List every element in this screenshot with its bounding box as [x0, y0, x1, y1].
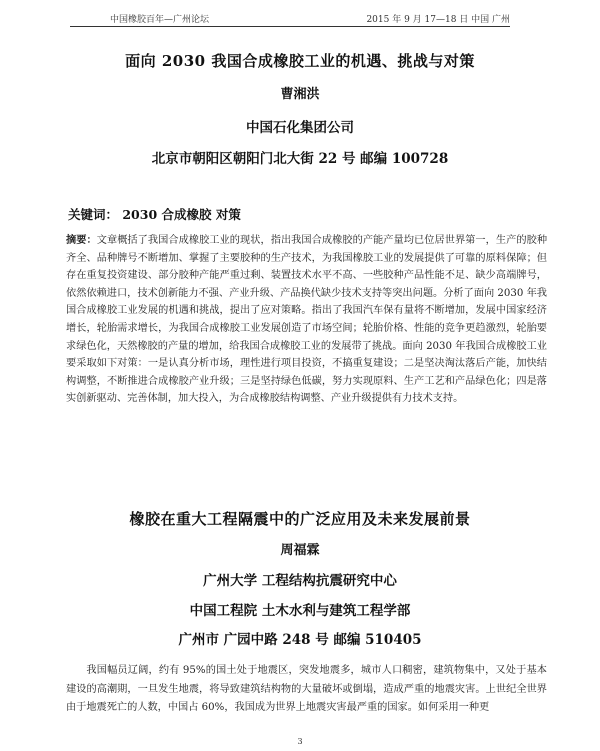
paper1-author: 曹湘洪 — [280, 87, 320, 102]
abstract-label: 摘要： — [66, 234, 97, 246]
abstract-text: 文章概括了我国合成橡胶工业的现状，指出我国合成橡胶的产能产量均已位居世界第一，生产的胶种齐全、品种牌号不断增加、掌握了主要胶种的生产技术，为我国橡胶工业的发展提供了可靠的原料保障；但存在重复投资建设、部分胶种产能严重过剩、装置技术水平不高、一些胶种产品性能不足、缺少高端牌号，依然依赖进口，技术创新能力不强、产业升级、产品换代缺少技术支持等突出问题。分析了面向 2030 年我国合成橡胶工业发展的机遇和挑战，提出了应对策略。指出了我国汽车保有量将不断增加，发展中国家经济增长，轮胎需求增长，为我国合成橡胶工业发展创造了市场空间；轮胎价格、性能的竞争更趋激烈，轮胎要求绿色化，天然橡胶的产量的增加，给我国合成橡胶工业的发展带了挑战。面向 2030 年我国合成橡胶工业要采取如下对策：一是认真分析市场，理性进行项目投资，不搞重复建设；二是坚决淘汰落后产能，加快结构调整，不断推进合成橡胶产业升级；三是坚持绿色低碳，努力实现原料、生产工艺和产品绿色化；四是落实创新驱动、完善体制，加大投入，为合成橡胶结构调整、产业升级提供有力技术支持。 — [66, 235, 548, 405]
paper1-keywords: 关键词： 2030 合成橡胶 对策 — [68, 207, 241, 222]
paper1-title: 面向 2030 我国合成橡胶工业的机遇、挑战与对策 — [125, 52, 475, 70]
paper2-address: 广州市 广园中路 248 号 邮编 510405 — [178, 632, 422, 648]
paper1-address: 北京市朝阳区朝阳门北大街 22 号 邮编 100728 — [151, 151, 449, 167]
page-number: 3 — [297, 737, 303, 746]
paper2-title: 橡胶在重大工程隔震中的广泛应用及未来发展前景 — [129, 510, 471, 528]
paper1-abstract — [66, 232, 547, 408]
paper1-affiliation: 中国石化集团公司 — [246, 120, 354, 136]
paper2-author: 周福霖 — [280, 543, 320, 558]
paper2-body-paragraph: 我国幅员辽阔，约有 95%的国土处于地震区，突发地震多，城市人口稠密，建筑物集中，又处于基本建设的高潮期，一旦发生地震，将导致建筑结构物的大量破坏或倒塌，造成严重的地震灾害。上世纪全世界由于地震死亡的人数，中国占 60%，我国成为世界上地震灾害最严重的国家。如何采用一种更 — [66, 665, 547, 713]
header-left: 中国橡胶百年—广州论坛 — [110, 15, 210, 25]
paper2-affiliation-2: 中国工程院 土木水利与建筑工程学部 — [189, 603, 411, 619]
paper2-affiliation-1: 广州大学 工程结构抗震研究中心 — [203, 573, 397, 589]
header-right: 2015 年 9 月 17—18 日 中国 广州 — [366, 15, 510, 25]
running-header — [70, 8, 510, 27]
